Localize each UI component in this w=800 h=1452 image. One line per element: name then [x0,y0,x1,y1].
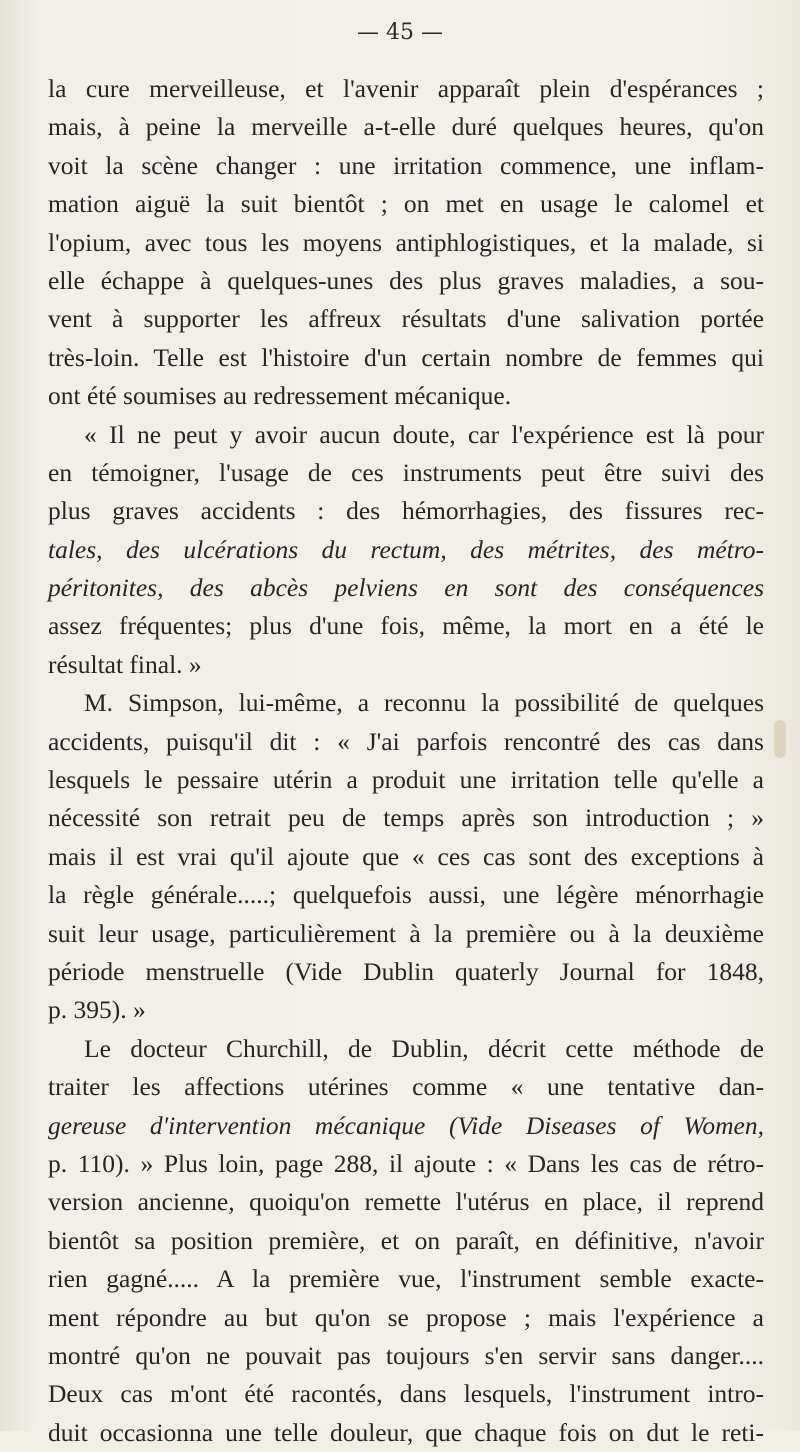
text-line: lesquels le pessaire utérin a produit une irritation telle qu'elle a [48,765,764,795]
text-line: ment répondre au but qu'on se propose ; mais l'expérience a [48,1302,764,1332]
text-line: M. Simpson, lui-même, a reconnu la possibilité de quelques [84,688,764,718]
text-line: traiter les affections utérines comme « une tentative dan- [48,1072,764,1102]
text-line: duit occasionna une telle douleur, que chaque fois on dut le reti- [48,1417,764,1447]
text-line: la cure merveilleuse, et l'avenir apparaît plein d'espérances ; [48,74,764,103]
text-line: plus graves accidents : des hémorrhagies, des fissures rec- [48,496,764,526]
text-line: elle échappe à quelques-unes des plus graves maladies, a sou- [48,265,764,295]
text-line: vent à supporter les affreux résultats d'une salivation portée [48,304,764,334]
text-line: en témoigner, l'usage de ces instruments peut être suivi des [48,457,764,487]
text-line: p. 110). » Plus loin, page 288, il ajoute : « Dans les cas de rétro- [48,1148,764,1178]
paper-stain [774,720,786,758]
text-line: ont été soumises au redressement mécanique. [48,381,512,411]
text-line: p. 395). » [48,995,146,1025]
text-line: bientôt sa position première, et on paraît, en définitive, n'avoir [48,1225,764,1255]
text-line: mais, à peine la merveille a-t-elle duré quelques heures, qu'on [48,112,764,142]
text-line: « Il ne peut y avoir aucun doute, car l'expérience est là pour [84,419,764,449]
text-line: la règle générale.....; quelquefois aussi, une légère ménorrhagie [48,880,764,910]
text-line: version ancienne, quoiqu'on remette l'utérus en place, il reprend [48,1187,764,1217]
text-line: assez fréquentes; plus d'une fois, même, la mort en a été le [48,611,764,641]
text-line: gereuse d'intervention mécanique (Vide Diseases of Women, [48,1110,764,1140]
text-line: montré qu'on ne pouvait pas toujours s'en servir sans danger.... [48,1340,764,1370]
text-line: Le docteur Churchill, de Dublin, décrit cette méthode de [84,1033,764,1063]
text-line: Deux cas m'ont été racontés, dans lesquels, l'instrument intro- [48,1379,764,1409]
text-line: période menstruelle (Vide Dublin quaterly Journal for 1848, [48,956,764,986]
text-line: l'opium, avec tous les moyens antiphlogistiques, et la malade, si [48,227,764,257]
text-line: nécessité son retrait peu de temps après son introduction ; » [48,803,764,833]
text-line: suit leur usage, particulièrement à la première ou à la deuxième [48,918,764,948]
text-line: mais il est vrai qu'il ajoute que « ces cas sont des exceptions à [48,841,764,871]
text-line: accidents, puisqu'il dit : « J'ai parfois rencontré des cas dans [48,726,764,756]
text-line: péritonites, des abcès pelviens en sont des conséquences [48,573,764,603]
text-line: mation aiguë la suit bientôt ; on met en usage le calomel et [48,189,764,219]
text-line: rien gagné..... A la première vue, l'instrument semble exacte- [48,1264,764,1294]
page-number: — 45 — [357,20,443,45]
text-line: voit la scène changer : une irritation commence, une inflam- [48,150,764,180]
text-line: tales, des ulcérations du rectum, des métrites, des métro- [48,534,764,564]
text-line: très-loin. Telle est l'histoire d'un certain nombre de femmes qui [48,342,764,372]
body-text [48,70,764,1452]
text-line: résultat final. » [48,649,202,679]
